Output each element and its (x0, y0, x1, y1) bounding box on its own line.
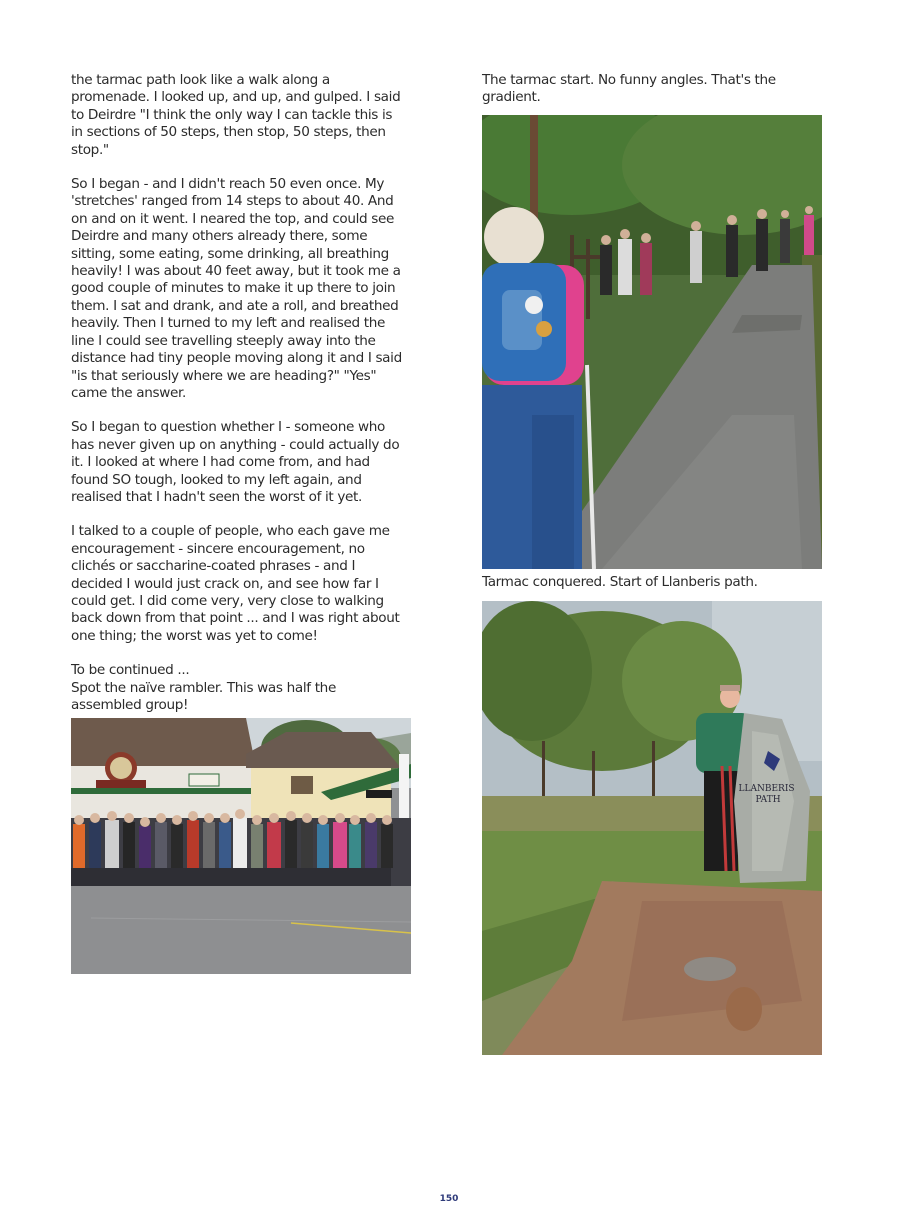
body-paragraph-3: So I began to question whether I - someone who has never given up on anything - could actually do it. I looked at where I had come from, and had found SO tough, looked to my left again, and realised that I hadn't seen the worst of it yet. (71, 419, 400, 505)
right-column (482, 72, 827, 1055)
body-paragraph-4: I talked to a couple of people, who each gave me encouragement - sincere encouragement, no clichés or saccharine-coated phrases - and I decided I would just crack on, and see how far I could get. I did come very, very close to walking back down from that point ... and I was right about one thing; the worst was yet to come! (71, 523, 400, 644)
body-paragraph-1: the tarmac path look like a walk along a promenade. I looked up, and up, and gulped. I said to Deirdre "I think the only way I can tackle this is in sections of 50 steps, then stop, 50 steps, then stop." (71, 72, 401, 158)
left-column (71, 72, 416, 974)
page-number: 150 (439, 1194, 459, 1204)
tarmac-photo (482, 115, 822, 569)
llanberis-photo-caption: Tarmac conquered. Start of Llanberis path. (482, 573, 758, 590)
body-paragraph-2: So I began - and I didn't reach 50 even once. My 'stretches' ranged from 14 steps to about 40. And on and on it went. I neared the top, and could see Deirdre and many others already there, some sitting, some eating, some drinking, all breathing heavily! I was about 40 feet away, but it took me a good couple of minutes to make it up there to join them. I sat and drank, and ate a roll, and breathed heavily. Then I turned to my left and realised the line I could see travelling steeply away into the distance had tiny people moving along it and I said "is that seriously where we are heading?" "Yes" came the answer. (71, 176, 402, 401)
llanberis-path-photo (482, 601, 822, 1055)
tarmac-photo-caption: The tarmac start. No funny angles. That's the gradient. (482, 72, 776, 106)
stone-inscription: LLANBERIS PATH (738, 784, 795, 806)
to-be-continued: To be continued ... (71, 662, 190, 679)
group-photo (71, 718, 411, 974)
group-photo-caption: Spot the naïve rambler. This was half the assembled group! (71, 679, 336, 713)
